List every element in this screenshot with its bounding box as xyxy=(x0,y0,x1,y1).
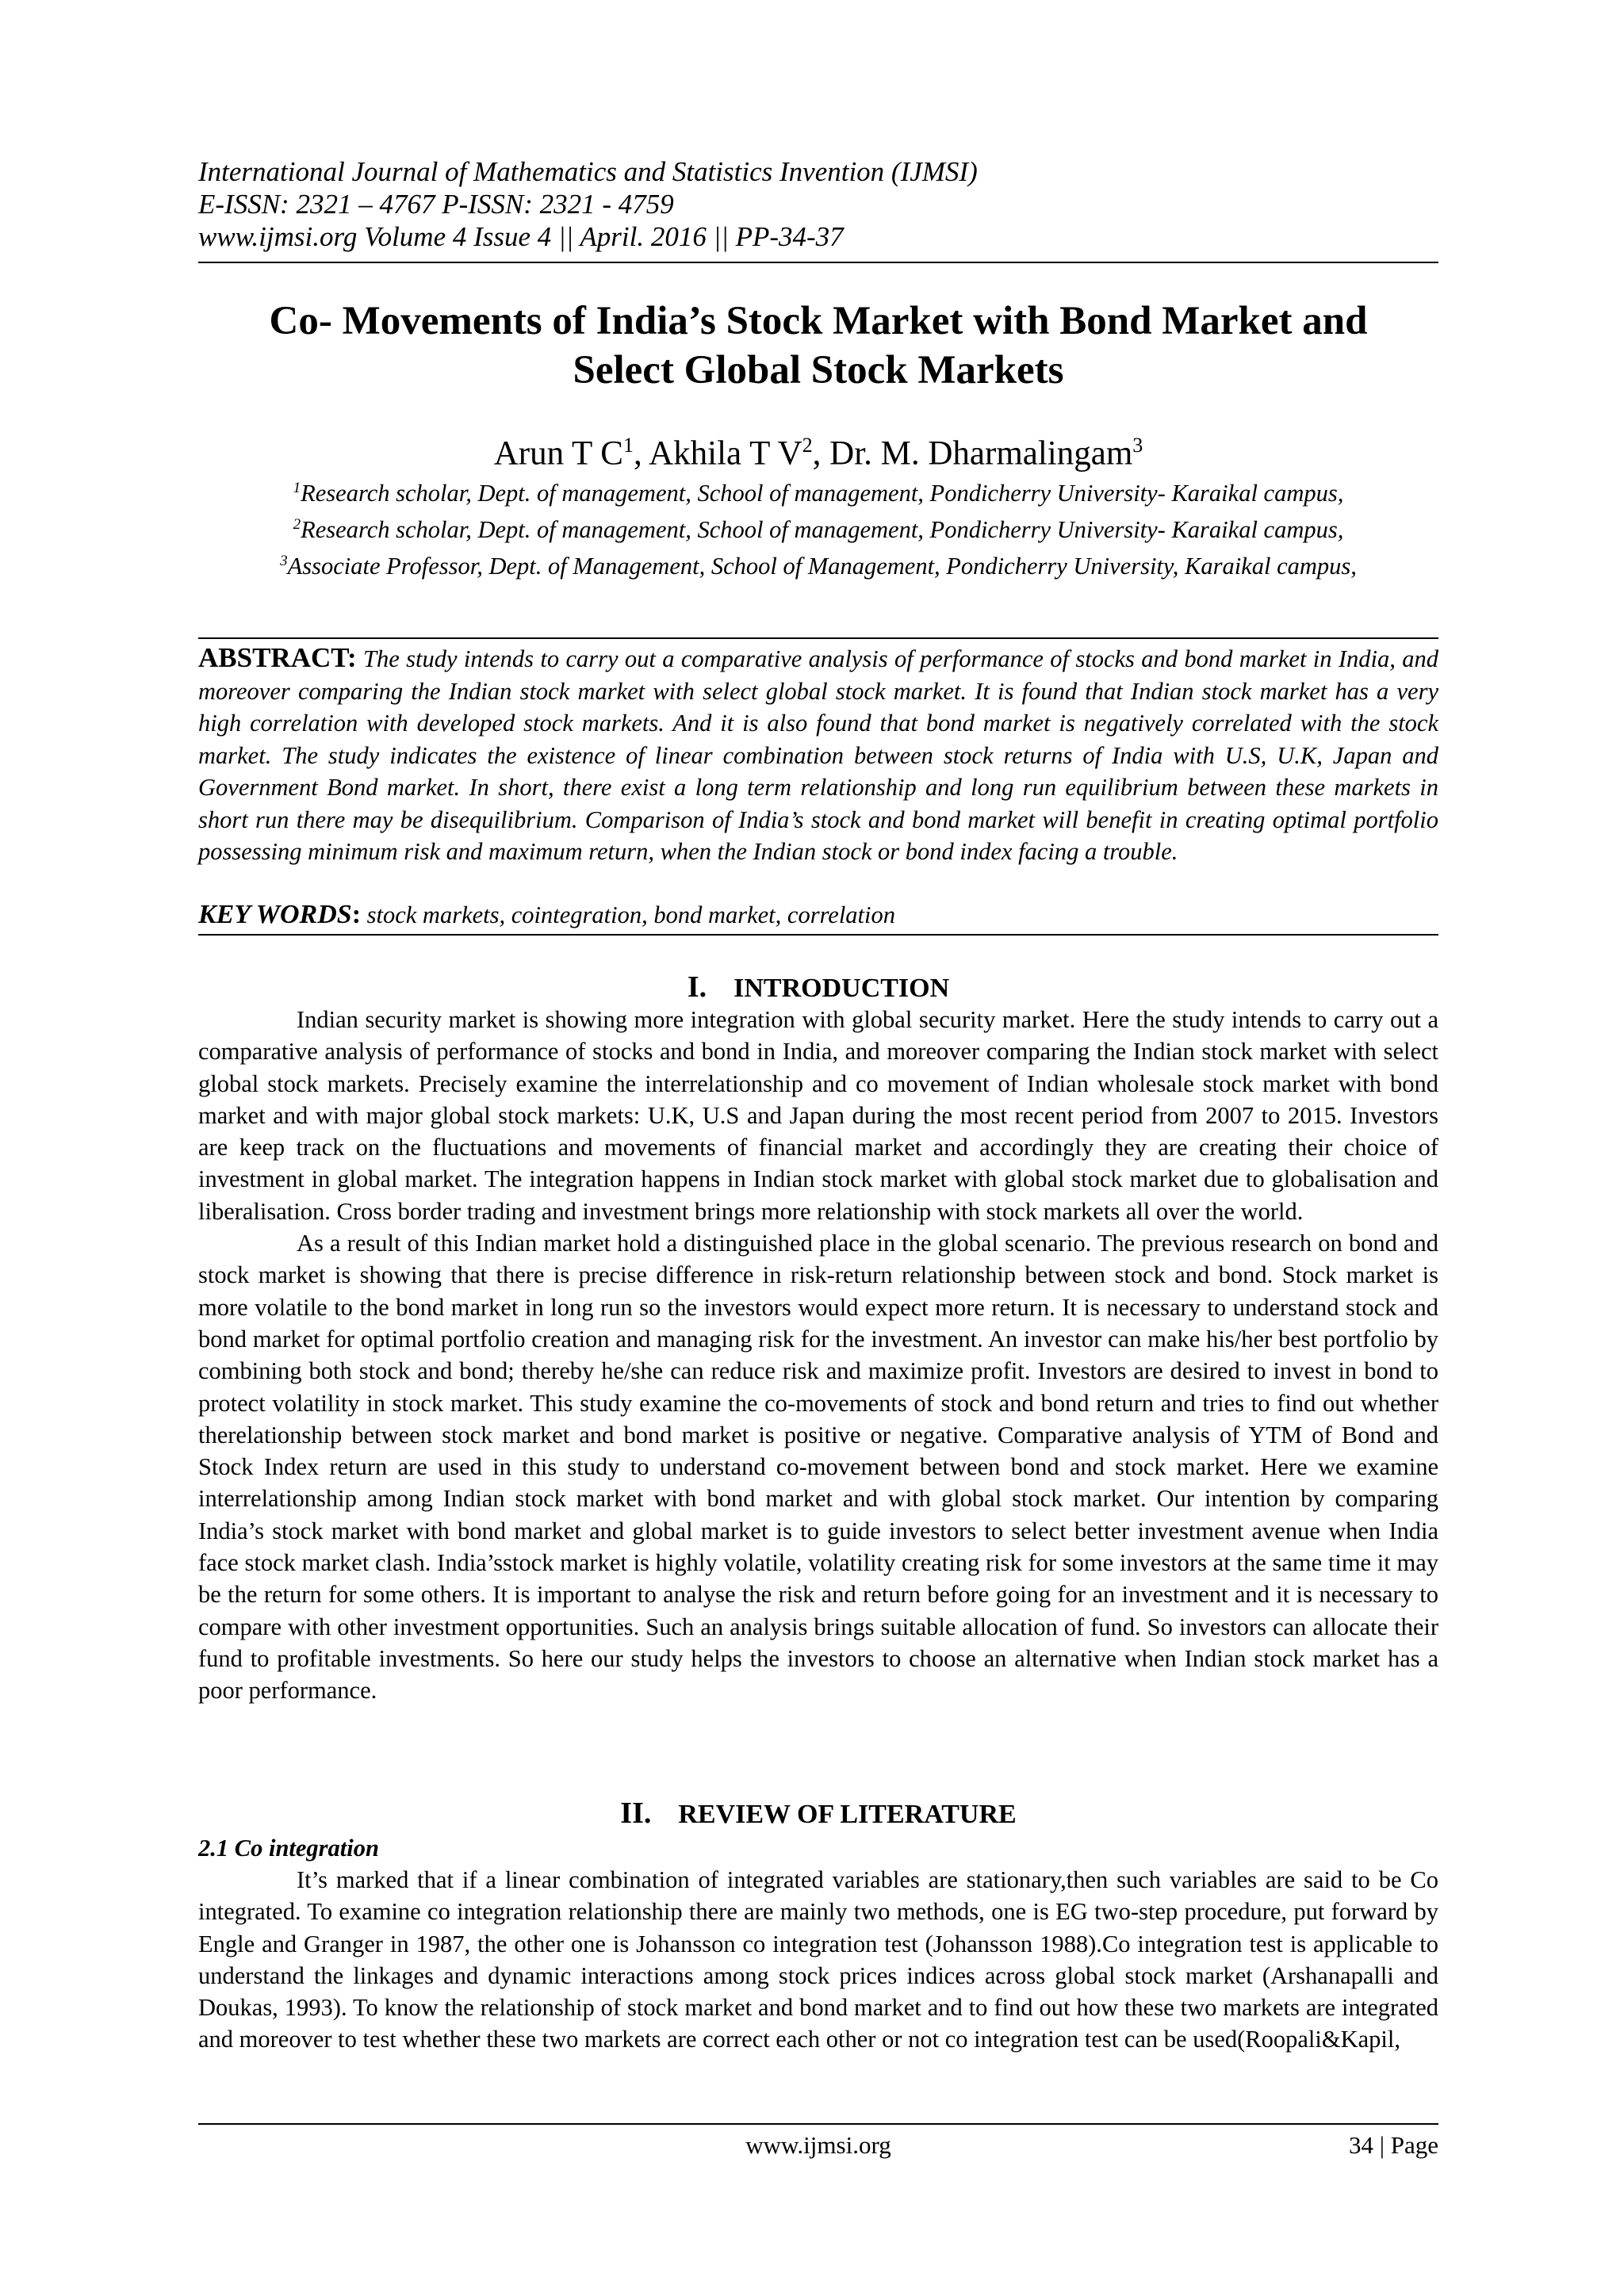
affiliation-text: Research scholar, Dept. of management, School of management, Pondicherry University- Karaikal campus, xyxy=(301,516,1344,544)
author-list xyxy=(198,425,1438,474)
introduction-body xyxy=(198,1004,1438,1707)
footer-page-number: 34 | Page xyxy=(1349,2131,1438,2159)
abstract-label: ABSTRACT: xyxy=(198,642,357,673)
header-divider xyxy=(198,262,1438,263)
author-name: Dr. M. Dharmalingam xyxy=(829,434,1133,473)
author-separator: , xyxy=(633,434,649,473)
keywords xyxy=(198,899,1438,931)
author-name: Akhila T V xyxy=(649,434,802,473)
affiliation xyxy=(182,509,1454,545)
title-line-1: Co- Movements of India’s Stock Market with Bond Market and xyxy=(269,299,1368,343)
abstract-text: The study intends to carry out a comparative analysis of performance of stocks and bond market in India, and moreover comparing the Indian stock market with select global stock market. It is found that Indian stock market has a very high correlation with developed stock markets. And it is also found that bond market is negatively correlated with the stock market. The study indicates the existence of linear combination between stock returns of India with U.S, U.K, Japan and Government Bond market. In short, there exist a long term relationship and long run equilibrium between these markets in short run there may be disequilibrium. Comparison of India’s stock and bond market will benefit in creating optimal portfolio possessing minimum risk and maximum return, when the Indian stock or bond index facing a trouble. xyxy=(198,645,1439,865)
section-title: REVIEW OF LITERATURE xyxy=(678,1800,1017,1829)
keywords-colon: : xyxy=(351,900,362,929)
author-sup: 1 xyxy=(622,434,634,457)
affiliation-sup: 1 xyxy=(293,480,301,496)
review-body xyxy=(198,1864,1438,2056)
title-line-2: Select Global Stock Markets xyxy=(573,348,1064,392)
section-title: INTRODUCTION xyxy=(733,974,950,1003)
affiliation-list xyxy=(182,473,1454,582)
affiliation xyxy=(182,473,1454,509)
journal-issn: E-ISSN: 2321 – 4767 P-ISSN: 2321 - 4759 xyxy=(198,189,674,220)
author-separator: , xyxy=(812,434,830,473)
paragraph: Indian security market is showing more integration with global security market. Here the study intends to carry out a comparative analysis of performance of stocks and bond in India, and moreover comparing the Indian stock market with select global stock markets. Precisely examine the interrelationship and co movement of Indian wholesale stock market with bond market and with major global stock markets: U.K, U.S and Japan during the most recent period from 2007 to 2015. Investors are keep track on the fluctuations and movements of financial market and accordingly they are creating their choice of investment in global market. The integration happens in Indian stock market with global stock market due to globalisation and liberalisation. Cross border trading and investment brings more relationship with stock markets all over the world. xyxy=(198,1006,1438,1225)
affiliation-sup: 3 xyxy=(280,553,288,570)
footer-divider xyxy=(198,2123,1438,2125)
affiliation xyxy=(182,545,1454,582)
paper-title xyxy=(198,297,1438,395)
journal-name: International Journal of Mathematics and Statistics Invention (IJMSI) xyxy=(198,156,978,187)
subsection-heading: 2.1 Co integration xyxy=(198,1835,379,1862)
section-number: II. xyxy=(620,1797,652,1830)
journal-volume: www.ijmsi.org Volume 4 Issue 4 || April. 2016 || PP-34-37 xyxy=(198,221,844,252)
abstract-top-rule xyxy=(198,637,1438,639)
keywords-label: KEY WORDS xyxy=(198,900,352,929)
paragraph: It’s marked that if a linear combination of integrated variables are stationary,then such variables are said to be Co integrated. To examine co integration relationship there are mainly two methods, one is EG two-step procedure, put forward by Engle and Granger in 1987, the other one is Johansson co integration test (Johansson 1988).Co integration test is applicable to understand the linkages and dynamic interactions among stock prices indices across global stock market (Arshanapalli and Doukas, 1993). To know the relationship of stock market and bond market and to find out how these two markets are integrated and moreover to test whether these two markets are correct each other or not co integration test can be used(Roopali&Kapil, xyxy=(198,1866,1438,2053)
affiliation-text: Associate Professor, Dept. of Management, School of Management, Pondicherry University, Karaikal campus, xyxy=(287,553,1357,580)
section-heading-introduction xyxy=(198,970,1438,1005)
author-name: Arun T C xyxy=(493,434,623,473)
paragraph: As a result of this Indian market hold a distinguished place in the global scenario. The previous research on bond and stock market is showing that there is precise difference in risk-return relationship between stock and bond. Stock market is more volatile to the bond market in long run so the investors would expect more return. It is necessary to understand stock and bond market for optimal portfolio creation and managing risk for the investment. An investor can make his/her best portfolio by combining both stock and bond; thereby he/she can reduce risk and maximize profit. Investors are desired to invest in bond to protect volatility in stock market. This study examine the co-movements of stock and bond return and tries to find out whether therelationship between stock market and bond market is positive or negative. Comparative analysis of YTM of Bond and Stock Index return are used in this study to understand co-movement between bond and stock market. Here we examine interrelationship among Indian stock market with bond market and with global stock market. Our intention by comparing India’s stock market with bond market and global market is to guide investors to select better investment avenue when India face stock market clash. India’sstock market is highly volatile, volatility creating risk for some investors at the same time it may be the return for some others. It is important to analyse the risk and return before going for an investment and it is necessary to compare with other investment opportunities. Such an analysis brings suitable allocation of fund. So investors can allocate their fund to profitable investments. So here our study helps the investors to choose an alternative when Indian stock market has a poor performance. xyxy=(198,1230,1438,1705)
affiliation-sup: 2 xyxy=(293,516,301,534)
abstract xyxy=(198,642,1438,868)
affiliation-text: Research scholar, Dept. of management, School of management, Pondicherry University- Karaikal campus, xyxy=(301,480,1344,507)
journal-header xyxy=(198,155,1438,253)
keywords-text: stock markets, cointegration, bond market, correlation xyxy=(366,901,896,928)
author-sup: 2 xyxy=(802,434,813,457)
author-sup: 3 xyxy=(1132,434,1143,457)
abstract-bottom-rule xyxy=(198,934,1438,936)
section-number: I. xyxy=(687,970,707,1004)
footer-website: www.ijmsi.org xyxy=(745,2131,891,2159)
section-heading-review xyxy=(198,1797,1438,1831)
